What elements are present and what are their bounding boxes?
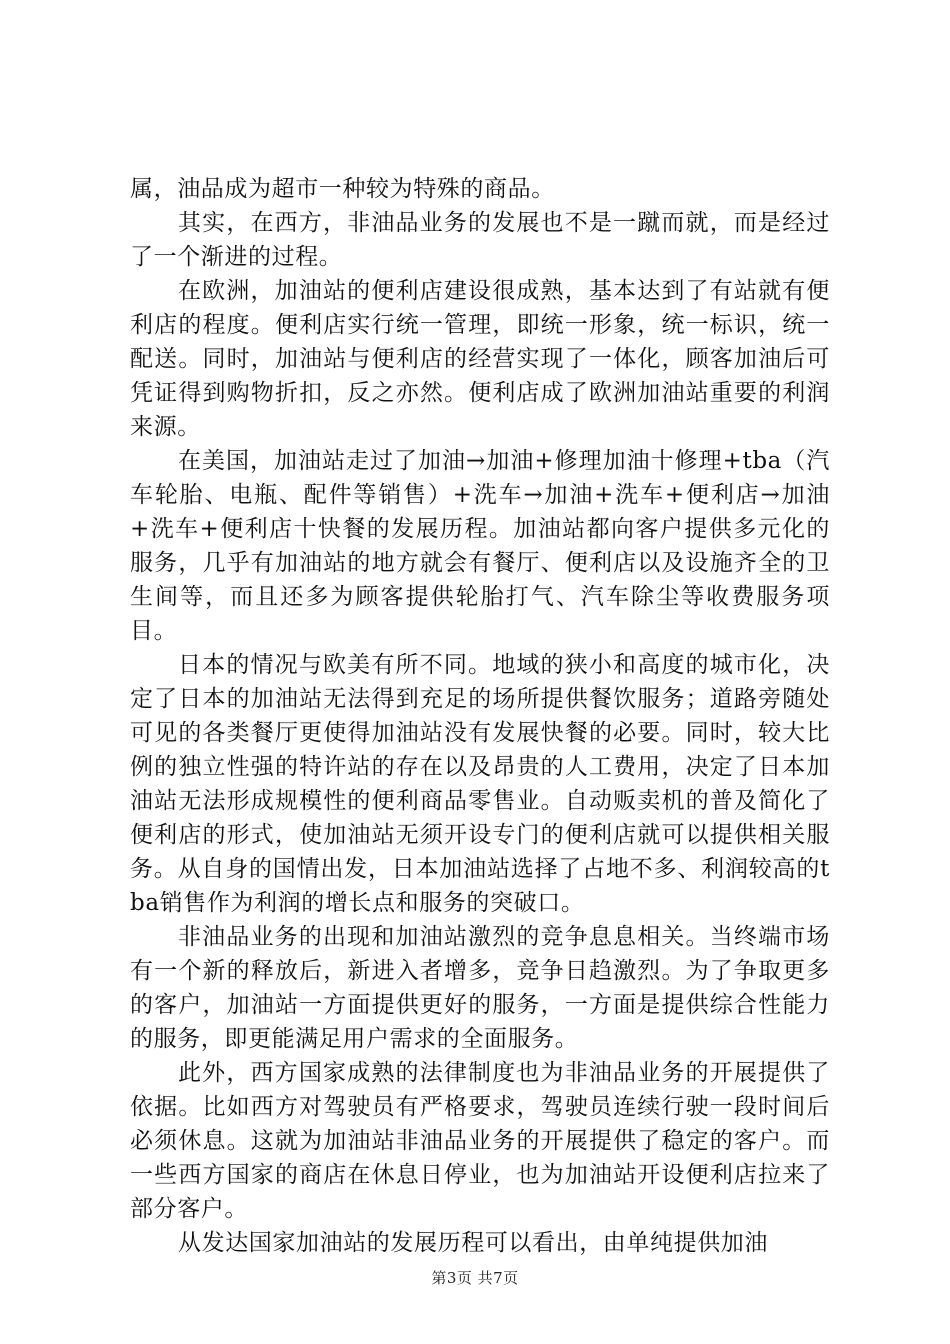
document-body xyxy=(130,172,830,1260)
paragraph-2: 其实，在西方，非油品业务的发展也不是一蹴而就，而是经过了一个渐进的过程。 xyxy=(130,210,830,270)
paragraph-3: 在欧洲，加油站的便利店建设很成熟，基本达到了有站就有便利店的程度。便利店实行统一管理，即统一形象，统一标识，统一配送。同时，加油站与便利店的经营实现了一体化，顾客加油后可凭证得到购物折扣，反之亦然。便利店成了欧洲加油站重要的利润来源。 xyxy=(130,278,830,440)
paragraph-8: 从发达国家加油站的发展历程可以看出，由单纯提供加油 xyxy=(178,1230,768,1256)
paragraph-7: 此外，西方国家成熟的法律制度也为非油品业务的开展提供了依据。比如西方对驾驶员有严格要求，驾驶员连续行驶一段时间后必须休息。这就为加油站非油品业务的开展提供了稳定的客户。而一些西方国家的商店在休息日停业，也为加油站开设便利店拉来了部分客户。 xyxy=(130,1060,830,1222)
paragraph-6: 非油品业务的出现和加油站激烈的竞争息息相关。当终端市场有一个新的释放后，新进入者增多，竞争日趋激烈。为了争取更多的客户，加油站一方面提供更好的服务，一方面是提供综合性能力的服务，即更能满足用户需求的全面服务。 xyxy=(130,924,830,1052)
paragraph-1: 属，油品成为超市一种较为特殊的商品。 xyxy=(130,176,555,202)
paragraph-5: 日本的情况与欧美有所不同。地域的狭小和高度的城市化，决定了日本的加油站无法得到充足的场所提供餐饮服务；道路旁随处可见的各类餐厅更使得加油站没有发展快餐的必要。同时，较大比例的独立性强的特许站的存在以及昂贵的人工费用，决定了日本加油站无法形成规模性的便利商品零售业。自动贩卖机的普及简化了便利店的形式，使加油站无须开设专门的便利店就可以提供相关服务。从自身的国情出发，日本加油站选择了占地不多、利润较高的tba销售作为利润的增长点和服务的突破口。 xyxy=(130,652,830,916)
paragraph-4: 在美国，加油站走过了加油→加油+修理加油十修理+tba（汽车轮胎、电瓶、配件等销售）+洗车→加油+洗车+便利店→加油+洗车+便利店十快餐的发展历程。加油站都向客户提供多元化的服务，几乎有加油站的地方就会有餐厅、便利店以及设施齐全的卫生间等，而且还多为顾客提供轮胎打气、汽车除尘等收费服务项目。 xyxy=(130,448,830,644)
page-footer: 第3页 共7页 xyxy=(431,1269,519,1287)
